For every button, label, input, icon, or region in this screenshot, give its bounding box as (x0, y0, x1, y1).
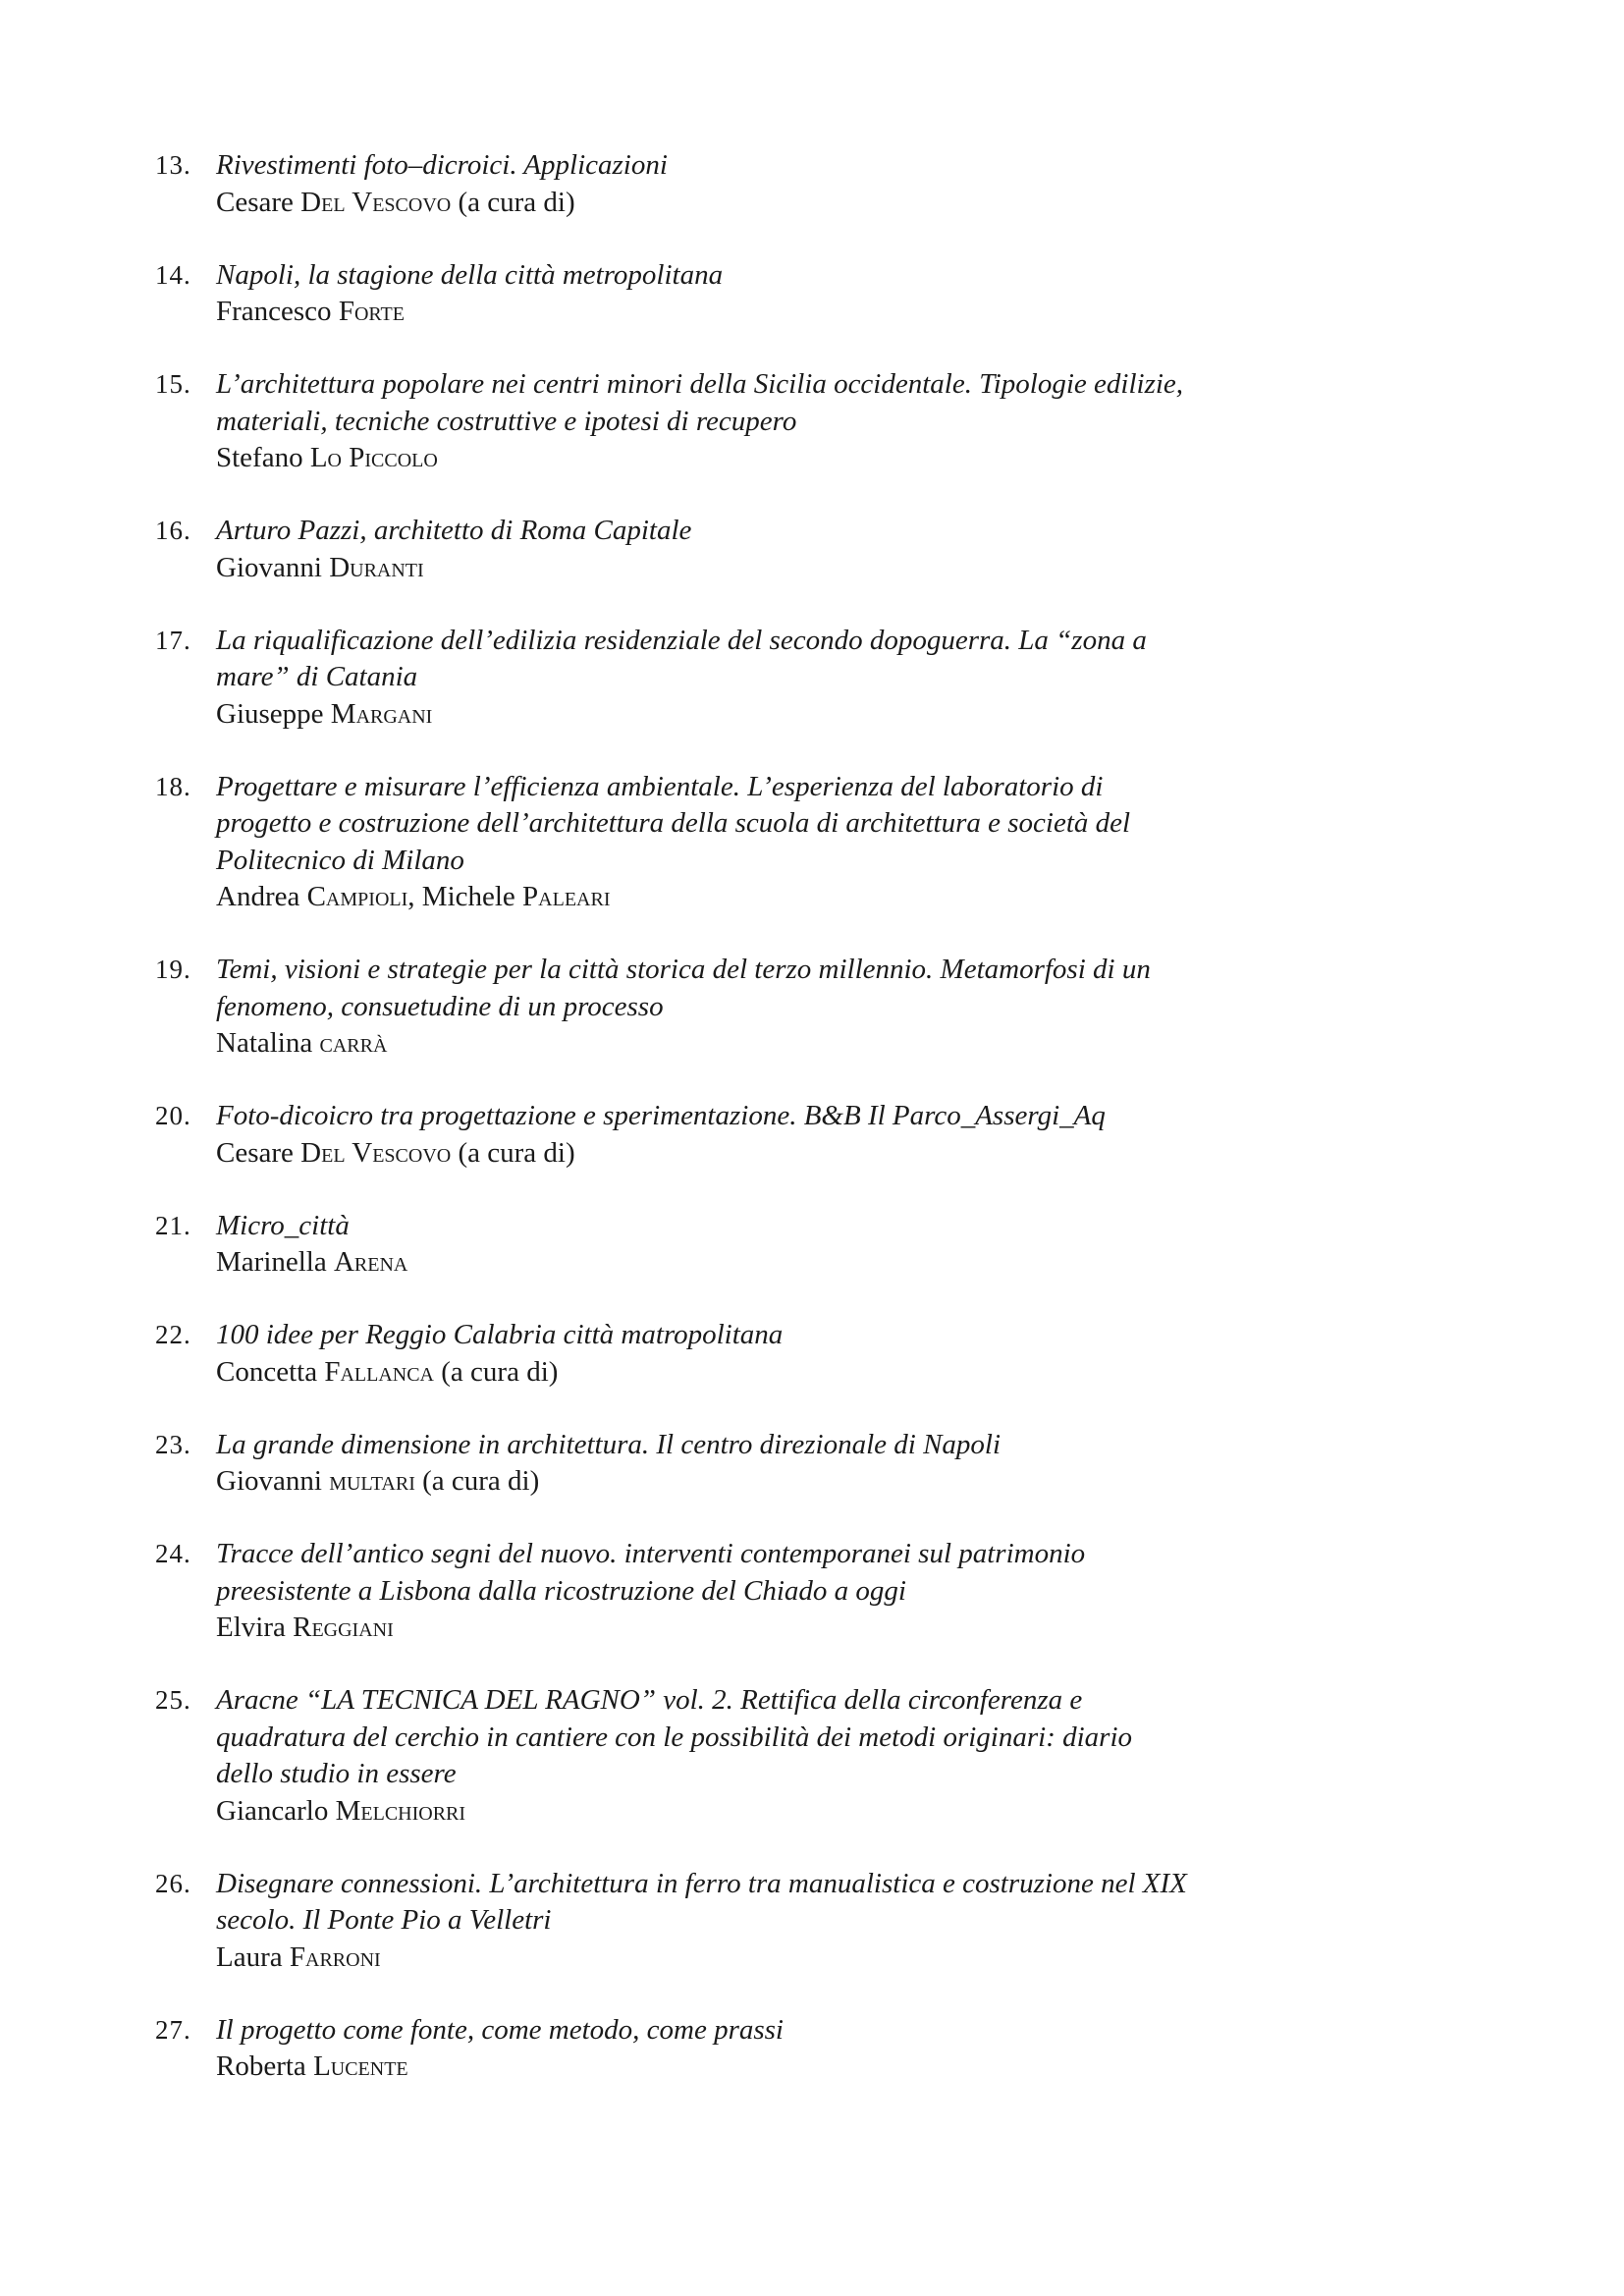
list-item (155, 1098, 1196, 1172)
entry-author (216, 294, 1196, 331)
entry-author (216, 1940, 1196, 1977)
author-last-name: Margani (330, 697, 433, 730)
author-suffix: (a cura di) (414, 1465, 540, 1497)
list-item (155, 1866, 1196, 1977)
author-last-name: Lucente (313, 2050, 408, 2082)
author-first-name: Giovanni (216, 1465, 322, 1497)
entry-number: 27. (155, 2014, 191, 2045)
entry-title: 100 idee per Reggio Calabria città matropolitana (216, 1319, 784, 1350)
entry-number: 21. (155, 1210, 191, 1240)
entry-author (216, 1463, 1196, 1501)
list-item (155, 1427, 1196, 1501)
entry-number: 23. (155, 1429, 191, 1459)
author-first-name: Marinella (216, 1246, 327, 1278)
author-first-name: Roberta (216, 2050, 306, 2082)
list-item (155, 1682, 1196, 1830)
list-item (155, 366, 1196, 477)
entry-title: Foto-dicoicro tra progettazione e sperimentazione. B&B Il Parco_Assergi_Aq (216, 1100, 1106, 1131)
entry-author (216, 1244, 1196, 1282)
entry-author (216, 1135, 1196, 1173)
author-last-name: Lo Piccolo (309, 442, 438, 473)
author-first-name: Stefano (216, 442, 303, 473)
entry-number: 13. (155, 150, 191, 180)
list-item (155, 1536, 1196, 1647)
list-item (155, 147, 1196, 221)
author-first-name: Concetta (216, 1355, 318, 1388)
author-suffix: (a cura di) (434, 1355, 559, 1388)
author-first-name: Cesare (216, 1136, 294, 1169)
entry-author (216, 1793, 1196, 1831)
author-last-name: Del Vescovo (300, 186, 452, 218)
list-item (155, 623, 1196, 734)
entry-title: Micro_città (216, 1209, 350, 1241)
author-first-name: Giovanni (216, 551, 322, 583)
author-first-name: Andrea (216, 881, 300, 912)
list-item (155, 2012, 1196, 2086)
author-first-name: Giancarlo (216, 1794, 329, 1827)
author-last-name: Arena (333, 1246, 408, 1278)
entry-number: 15. (155, 369, 191, 399)
author-last-name: multari (329, 1465, 415, 1497)
list-item (155, 1208, 1196, 1282)
entry-title: L’architettura popolare nei centri minori della Sicilia occidentale. Tipologie edilizie, materiali, tecniche costruttive e ipotesi di recupero (216, 368, 1184, 437)
author-last-name: Duranti (329, 551, 424, 583)
entry-title: Napoli, la stagione della città metropolitana (216, 258, 724, 291)
author-first-name: Laura (216, 1941, 283, 1973)
author-last-name: carrà (319, 1027, 388, 1059)
series-list (155, 147, 1196, 2121)
entry-title: Temi, visioni e strategie per la città storica del terzo millennio. Metamorfosi di un fenomeno, consuetudine di un processo (216, 954, 1151, 1022)
entry-title: Tracce dell’antico segni del nuovo. interventi contemporanei sul patrimonio preesistente a Lisbona dalla ricostruzione del Chiado a oggi (216, 1538, 1086, 1607)
entry-number: 14. (155, 259, 191, 290)
entry-number: 25. (155, 1685, 191, 1715)
entry-author (216, 440, 1196, 477)
entry-author (216, 185, 1196, 222)
entry-number: 18. (155, 771, 191, 801)
list-item (155, 769, 1196, 916)
entry-author (216, 696, 1196, 734)
entry-number: 16. (155, 516, 191, 545)
author-last-name: Farroni (289, 1941, 381, 1973)
list-item (155, 513, 1196, 586)
author-last-name: Melchiorri (335, 1794, 466, 1827)
entry-author (216, 1025, 1196, 1063)
list-item (155, 1317, 1196, 1391)
author-suffix: (a cura di) (451, 1136, 575, 1169)
author-last-name: Fallanca (324, 1355, 435, 1388)
list-item (155, 257, 1196, 331)
author-last-name: Campioli (306, 881, 408, 912)
entry-title: Il progetto come fonte, come metodo, come prassi (216, 2013, 784, 2046)
list-item (155, 952, 1196, 1063)
entry-author (216, 879, 1196, 916)
author-suffix: (a cura di) (451, 186, 575, 218)
entry-author (216, 1610, 1196, 1647)
entry-number: 26. (155, 1868, 191, 1898)
entry-author (216, 2049, 1196, 2086)
entry-title: La grande dimensione in architettura. Il centro direzionale di Napoli (216, 1428, 1001, 1460)
author-first-name: Francesco (216, 296, 332, 327)
author-last-name: Reggiani (293, 1612, 394, 1643)
entry-title: Rivestimenti foto–dicroici. Applicazioni (216, 149, 668, 181)
second-author-last-name: Paleari (522, 881, 611, 912)
entry-author (216, 550, 1196, 587)
entry-number: 20. (155, 1101, 191, 1130)
entry-title: Aracne “LA TECNICA DEL RAGNO” vol. 2. Rettifica della circonferenza e quadratura del cerchio in cantiere con le possibilità dei metodi originari: diario dello studio in essere (216, 1684, 1132, 1789)
author-first-name: Giuseppe (216, 697, 324, 730)
author-last-name: Forte (338, 296, 405, 327)
author-first-name: Natalina (216, 1027, 313, 1059)
author-suffix: , Michele (407, 881, 523, 912)
author-first-name: Cesare (216, 186, 294, 218)
author-first-name: Elvira (216, 1612, 286, 1643)
author-last-name: Del Vescovo (300, 1136, 452, 1169)
entry-number: 17. (155, 625, 191, 655)
entry-title: La riqualificazione dell’edilizia residenziale del secondo dopoguerra. La “zona a mare” di Catania (216, 624, 1147, 692)
entry-number: 24. (155, 1539, 191, 1568)
entry-number: 19. (155, 955, 191, 984)
entry-number: 22. (155, 1320, 191, 1349)
entry-author (216, 1354, 1196, 1392)
entry-title: Progettare e misurare l’efficienza ambientale. L’esperienza del laboratorio di progetto e costruzione dell’architettura della scuola di architettura e società del Politecnico di Milano (216, 770, 1131, 876)
entry-title: Disegnare connessioni. L’architettura in ferro tra manualistica e costruzione nel XIX secolo. Il Ponte Pio a Velletri (216, 1867, 1187, 1936)
entry-title: Arturo Pazzi, architetto di Roma Capitale (216, 515, 692, 546)
